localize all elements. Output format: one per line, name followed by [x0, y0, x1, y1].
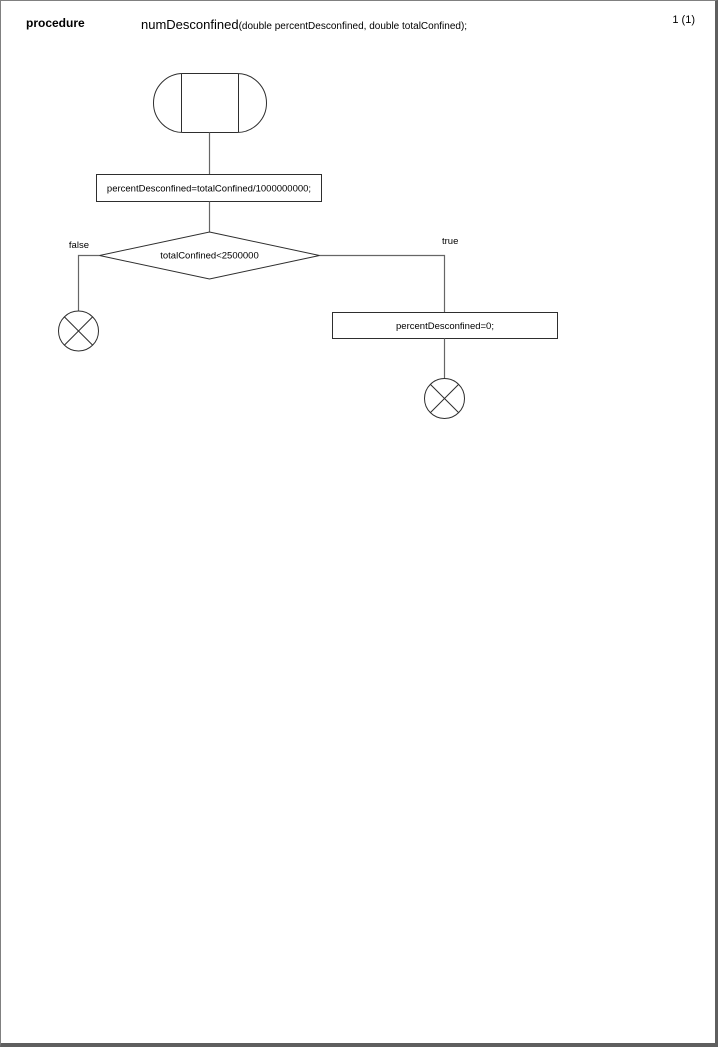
- process-box-reset: [333, 313, 558, 339]
- process-box-assignment: [97, 175, 322, 202]
- connector-true-branch: [320, 256, 445, 313]
- decision-text: totalConfined<2500000: [160, 250, 259, 262]
- branch-true-label: true: [442, 236, 459, 247]
- procedure-keyword-label: procedure: [26, 16, 85, 30]
- process1-text: percentDesconfined=totalConfined/1000000000;: [106, 183, 312, 195]
- procedure-parameters: (double percentDesconfined, double totalConfined);: [238, 21, 468, 32]
- page-number: 1 (1): [672, 14, 695, 26]
- start-symbol: [154, 74, 267, 133]
- decision-diamond: [100, 232, 320, 279]
- branch-false-label: false: [68, 240, 89, 251]
- procedure-name: numDesconfined: [141, 17, 239, 32]
- process2-text: percentDesconfined=0;: [396, 321, 494, 332]
- flowchart-canvas: [1, 1, 718, 1047]
- flow-end-false-icon: [59, 311, 99, 351]
- flow-end-true-icon: [425, 379, 465, 419]
- connector-false-branch: [79, 256, 100, 312]
